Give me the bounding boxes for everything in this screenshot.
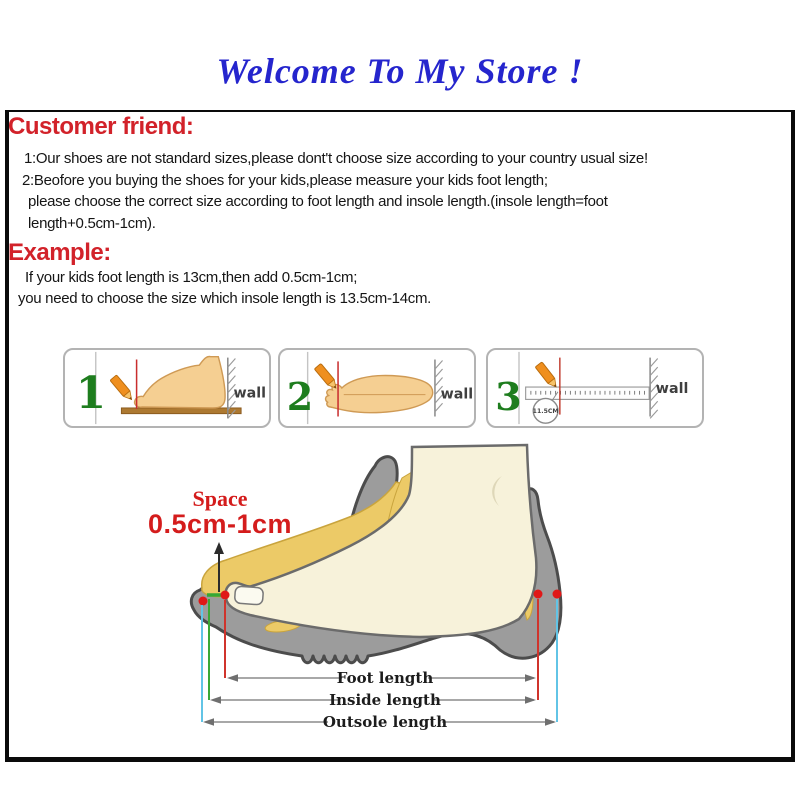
notice-line-4: length+0.5cm-1cm). [28,215,156,232]
foot-side-view [135,356,226,407]
wall-label: wall [233,385,267,402]
measure-step-1-panel [63,348,271,428]
step-number: 2 [286,373,314,419]
measuring-board [121,408,241,414]
customer-friend-heading: Customer friend: [8,113,194,140]
foot-length-label: Foot length [336,669,434,687]
arrow-left-icon [210,696,221,704]
notice-line-2: 2:Beofore you buying the shoes for your kids,please measure your kids foot length; [22,172,548,189]
pencil-icon [314,364,339,392]
arrow-right-icon [545,718,556,726]
example-heading: Example: [8,239,111,266]
shoe-measurement-diagram [180,440,600,740]
notice-line-3: please choose the correct size according to foot length and insole length.(insole length=foot [28,193,608,210]
foot-top-view [326,376,433,413]
space-label-word: Space [192,486,248,511]
measure-step-2-panel [278,348,476,428]
pencil-icon [535,362,560,390]
step-number: 1 [75,367,107,419]
toenail [234,586,263,605]
arrow-right-icon [525,696,536,704]
page-title: Welcome To My Store ! [216,51,584,91]
notice-line-1: 1:Our shoes are not standard sizes,please dont't choose size according to your country usual size! [24,150,648,167]
arrow-left-icon [203,718,214,726]
space-label-value: 0.5cm-1cm [147,509,293,540]
inside-length-label: Inside length [329,691,441,709]
example-line-2: you need to choose the size which insole length is 13.5cm-14cm. [18,290,432,307]
outsole-length-label: Outsole length [322,713,448,731]
arrow-left-icon [227,674,238,682]
step-2-illustration [280,350,474,426]
measure-step-3-panel [486,348,704,428]
arrow-right-icon [525,674,536,682]
step-1-illustration [65,350,269,426]
pencil-icon [110,375,135,403]
step-3-illustration [488,350,702,426]
example-line-1: If your kids foot length is 13cm,then add 0.5cm-1cm; [25,269,358,286]
ruler [526,387,650,399]
wall-label: wall [440,386,474,403]
ruler-reading: 11.5CM [532,408,559,416]
space-arrowhead [214,542,224,554]
wall-label: wall [655,380,689,397]
step-number: 3 [495,373,522,419]
